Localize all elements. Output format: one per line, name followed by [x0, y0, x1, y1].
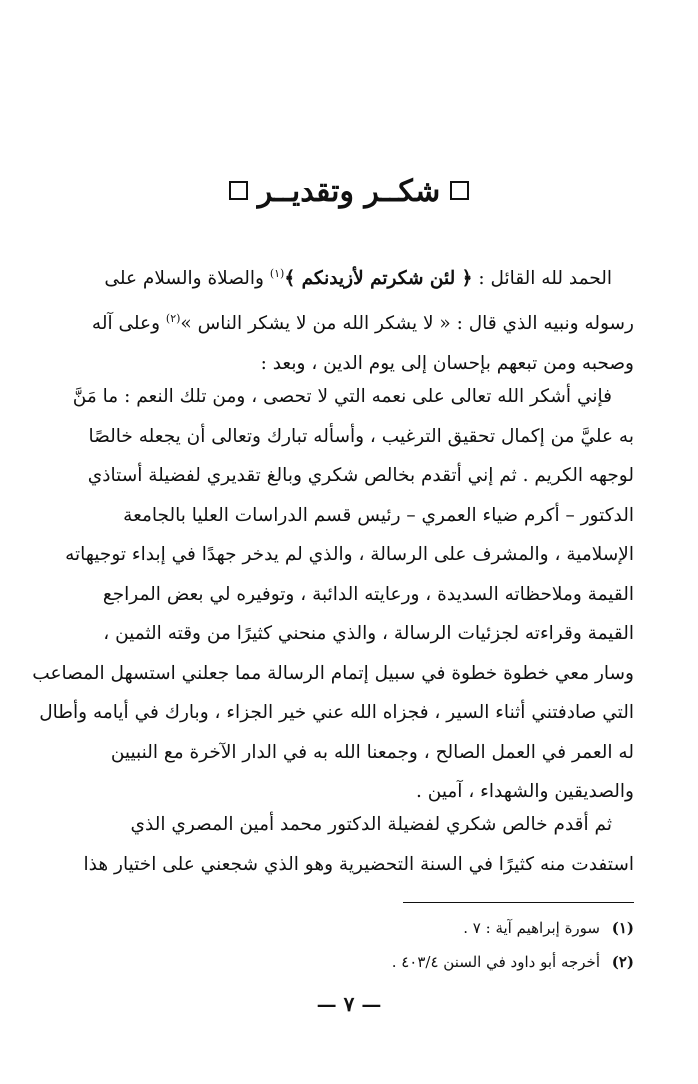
footnote-ref: (٢) — [165, 312, 181, 326]
footnote-divider — [403, 902, 634, 903]
text-line: له العمر في العمل الصالح ، وجمعنا الله به في الدار الآخرة مع النبيين — [110, 741, 634, 763]
page-title — [0, 172, 698, 212]
page-number: — ٧ — — [316, 992, 382, 1016]
text-line: القيمة وقراءته لجزئيات الرسالة ، والذي منحني كثيرًا من وقته الثمين ، — [103, 623, 634, 644]
text-line: القيمة وملاحظاته السديدة ، ورعايته الدائبة ، وتوفيره لي بعض المراجع — [102, 583, 634, 605]
text-line: وسار معي خطوة خطوة في سبيل إتمام الرسالة مما جعلني استسهل المصاعب — [32, 662, 634, 684]
text-line: التي صادفتني أثناء السير ، فجزاه الله عني خير الجزاء ، وبارك في أيامه وأطال — [39, 702, 634, 723]
footnote — [200, 918, 634, 938]
title-text: شكــر وتقديــر — [257, 174, 441, 209]
text-line: فإني أشكر الله تعالى على نعمه التي لا تحصى ، ومن تلك النعم : ما مَنَّ — [72, 386, 612, 407]
text-line: الحمد لله القائل : ﴿ لئن شكرتم لأزيدنكم ﴾$^{(١)}$ والصلاة والسلام على — [104, 267, 612, 290]
text-line: الدكتور – أكرم ضياء العمري – رئيس قسم الدراسات العليا بالجامعة — [123, 504, 634, 526]
text-line: والصديقين والشهداء ، آمين . — [415, 781, 634, 802]
square-ornament-icon — [229, 181, 248, 200]
text-line: رسوله ونبيه الذي قال : « لا يشكر الله من لا يشكر الناس »$^{(٢)}$ وعلى آله — [91, 312, 634, 335]
footnote-number: (١) — [611, 919, 634, 937]
square-ornament-icon — [450, 181, 469, 200]
text-line: استفدت منه كثيرًا في السنة التحضيرية وهو الذي شجعني على اختيار هذا — [83, 854, 634, 875]
text-line: به عليَّ من إكمال تحقيق الترغيب ، وأسأله تبارك وتعالى أن يجعله خالصًا — [88, 425, 634, 447]
paragraph-thanks-second — [74, 805, 634, 885]
text-line: لوجهه الكريم . ثم إني أتقدم بخالص شكري وبالغ تقديري لفضيلة أستاذي — [87, 465, 634, 486]
paragraph-praise — [74, 254, 634, 384]
footnote — [200, 952, 634, 972]
footnote-text: سورة إبراهيم آية : ٧ . — [463, 919, 600, 937]
footnote-ref: (١) — [269, 267, 285, 280]
text-line: ثم أقدم خالص شكري لفضيلة الدكتور محمد أمين المصري الذي — [130, 814, 612, 835]
quran-quote: ﴿ لئن شكرتم لأزيدنكم ﴾ — [284, 268, 473, 290]
paragraph-thanks-supervisor — [32, 377, 634, 812]
text-line: وصحبه ومن تبعهم بإحسان إلى يوم الدين ، وبعد : — [260, 353, 634, 375]
footnote-text: أخرجه أبو داود في السنن ٤٠٣/٤ . — [391, 953, 600, 971]
footnote-number: (٢) — [611, 953, 634, 971]
text-line: الإسلامية ، والمشرف على الرسالة ، والذي لم يدخر جهدًا في إبداء توجيهاته — [65, 544, 634, 565]
